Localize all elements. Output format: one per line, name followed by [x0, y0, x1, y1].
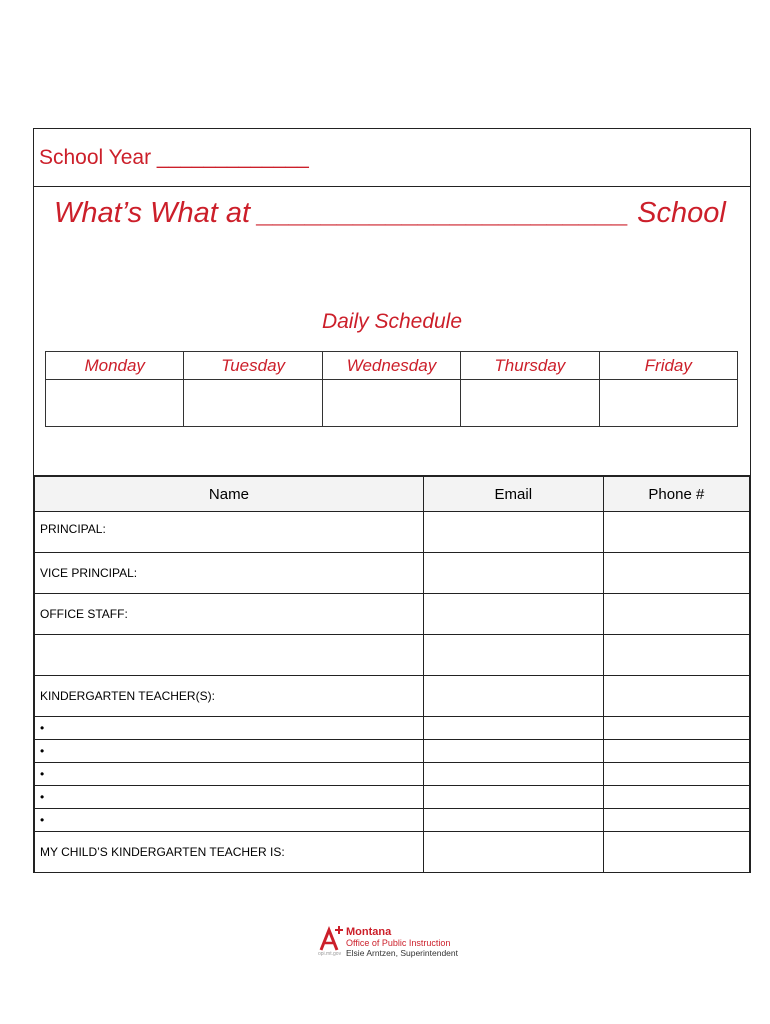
email-cell[interactable] — [423, 594, 603, 635]
day-header-friday: Friday — [599, 352, 737, 380]
bullet-label: • — [35, 717, 424, 740]
email-cell[interactable] — [423, 832, 603, 873]
day-header-monday: Monday — [46, 352, 184, 380]
table-row — [35, 594, 750, 635]
day-header-tuesday: Tuesday — [184, 352, 322, 380]
header-email: Email — [423, 476, 603, 512]
header-name: Name — [35, 476, 424, 512]
school-year-row — [34, 129, 750, 187]
table-row — [35, 717, 750, 740]
bullet-label: • — [35, 740, 424, 763]
table-row — [35, 740, 750, 763]
schedule-title: Daily Schedule — [321, 310, 463, 333]
bullet-label: • — [35, 786, 424, 809]
phone-cell[interactable] — [603, 635, 749, 676]
phone-cell[interactable] — [603, 832, 749, 873]
table-row — [35, 763, 750, 786]
phone-cell[interactable] — [603, 740, 749, 763]
email-cell[interactable] — [423, 635, 603, 676]
row-label-kindergarten-teachers: KINDERGARTEN TEACHER(S): — [35, 676, 424, 717]
phone-cell[interactable] — [603, 717, 749, 740]
school-info-form — [33, 128, 751, 873]
bullet-label: • — [35, 763, 424, 786]
phone-cell[interactable] — [603, 594, 749, 635]
email-cell[interactable] — [423, 809, 603, 832]
logo-line-montana: Montana — [346, 926, 392, 938]
logo-line-office: Office of Public Instruction — [346, 938, 451, 948]
table-row — [35, 553, 750, 594]
logo-line-superintendent: Elsie Arntzen, Superintendent — [346, 948, 458, 958]
schedule-cell-monday[interactable] — [46, 380, 184, 427]
email-cell[interactable] — [423, 740, 603, 763]
day-header-thursday: Thursday — [461, 352, 599, 380]
schedule-cell-tuesday[interactable] — [184, 380, 322, 427]
phone-cell[interactable] — [603, 553, 749, 594]
row-label-principal: PRINCIPAL: — [35, 512, 424, 553]
row-label-office-staff: OFFICE STAFF: — [35, 594, 424, 635]
logo-small-text: opi.mt.gov — [318, 951, 342, 957]
school-year-label: School Year _____________ — [39, 146, 309, 169]
day-header-wednesday: Wednesday — [322, 352, 460, 380]
header-phone: Phone # — [603, 476, 749, 512]
row-label-my-childs-teacher: MY CHILD’S KINDERGARTEN TEACHER IS: — [35, 832, 424, 873]
email-cell[interactable] — [423, 512, 603, 553]
daily-schedule-table — [45, 351, 738, 427]
email-cell[interactable] — [423, 786, 603, 809]
email-cell[interactable] — [423, 717, 603, 740]
email-cell[interactable] — [423, 676, 603, 717]
schedule-cell-wednesday[interactable] — [322, 380, 460, 427]
phone-cell[interactable] — [603, 512, 749, 553]
table-row — [35, 635, 750, 676]
table-row — [35, 809, 750, 832]
email-cell[interactable] — [423, 763, 603, 786]
montana-opi-logo — [318, 924, 458, 960]
phone-cell[interactable] — [603, 763, 749, 786]
form-title: What’s What at _______________________ School — [54, 197, 726, 229]
row-label-blank[interactable] — [35, 635, 424, 676]
table-row — [35, 676, 750, 717]
email-cell[interactable] — [423, 553, 603, 594]
phone-cell[interactable] — [603, 786, 749, 809]
row-label-vice-principal: VICE PRINCIPAL: — [35, 553, 424, 594]
table-row — [35, 786, 750, 809]
bullet-label: • — [35, 809, 424, 832]
table-row — [35, 512, 750, 553]
phone-cell[interactable] — [603, 809, 749, 832]
table-row — [35, 832, 750, 873]
phone-cell[interactable] — [603, 676, 749, 717]
schedule-cell-friday[interactable] — [599, 380, 737, 427]
contacts-table — [34, 475, 750, 873]
schedule-cell-thursday[interactable] — [461, 380, 599, 427]
